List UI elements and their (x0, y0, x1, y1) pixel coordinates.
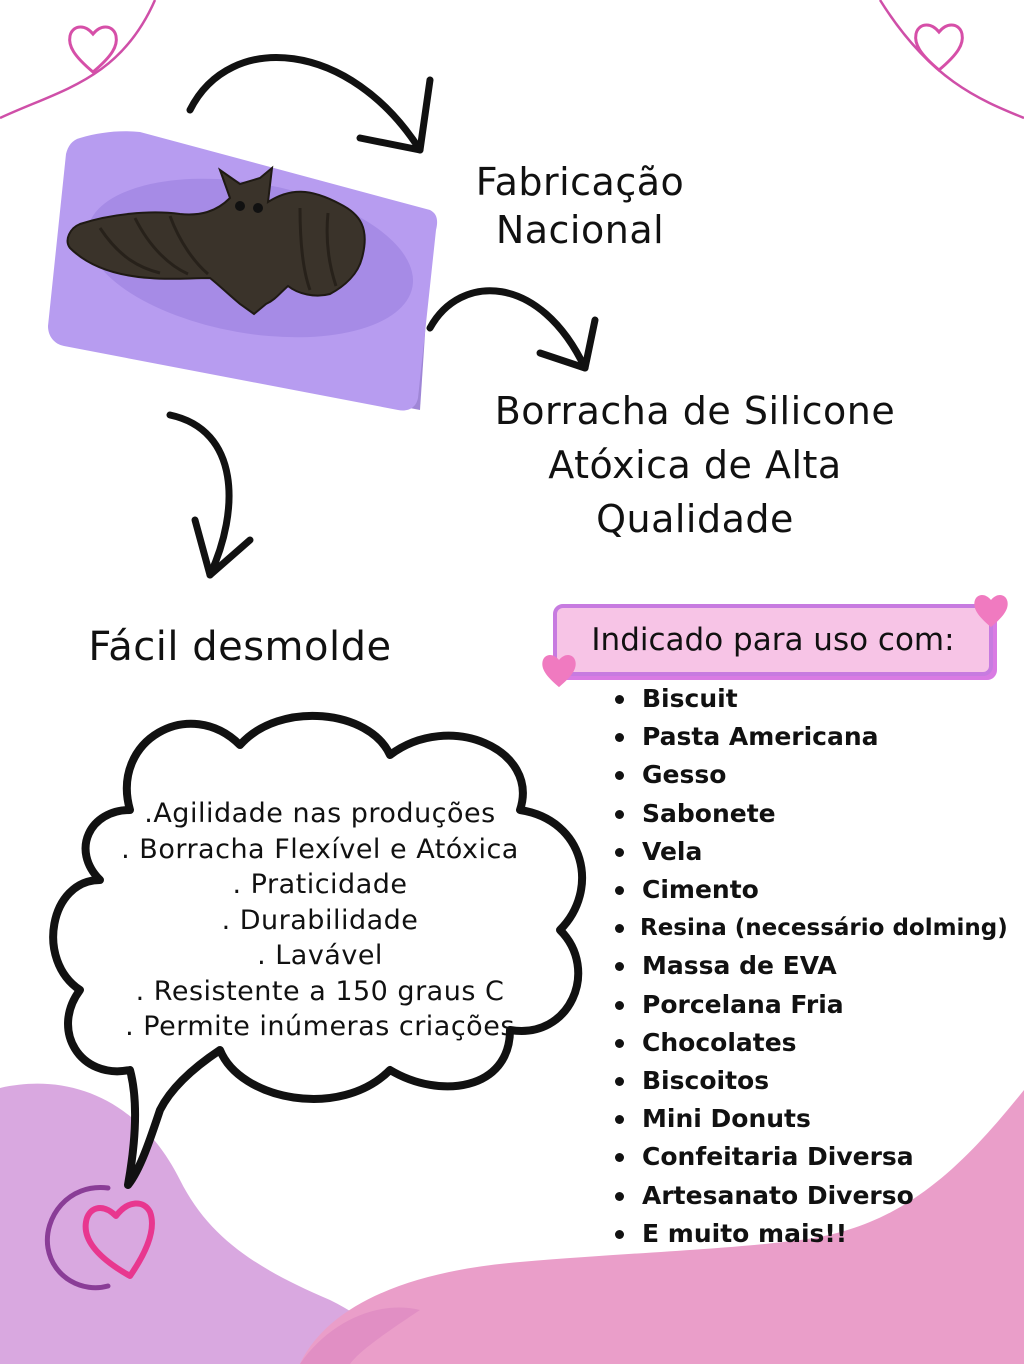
usage-item: Vela (612, 833, 1008, 871)
headline-line: Nacional (495, 208, 665, 252)
headline-line: Borracha de Silicone (494, 389, 896, 433)
usage-item: Gesso (612, 756, 1008, 794)
headline-line: Qualidade (596, 497, 794, 541)
usage-badge (553, 604, 993, 676)
heart-icon (970, 590, 1012, 630)
usage-item: Resina (necessário dolming) (612, 909, 1008, 947)
benefit-item: . Durabilidade (221, 904, 419, 936)
benefit-item: . Borracha Flexível e Atóxica (121, 833, 519, 865)
usage-item: Massa de EVA (612, 947, 1008, 985)
usage-item: Chocolates (612, 1024, 1008, 1062)
usage-badge-label: Indicado para uso com: (591, 622, 955, 658)
usage-item: Pasta Americana (612, 718, 1008, 756)
benefit-item: . Resistente a 150 graus C (135, 975, 505, 1007)
benefit-item: . Praticidade (232, 869, 408, 900)
usage-item: Confeitaria Diversa (612, 1138, 1008, 1176)
arrow-icon (150, 400, 270, 590)
usage-item: Mini Donuts (612, 1100, 1008, 1138)
usage-item: Biscuit (612, 680, 1008, 718)
usage-item: E muito mais!! (612, 1215, 1008, 1253)
headline-line: Atóxica de Alta (548, 443, 842, 487)
heart-icon (538, 650, 580, 690)
usage-item: Artesanato Diverso (612, 1177, 1008, 1215)
bat-eye (235, 201, 245, 211)
usage-item: Biscoitos (612, 1062, 1008, 1100)
headline-material (440, 384, 950, 546)
bat-mold-photo (40, 118, 440, 418)
headline-release: Fácil desmolde (88, 624, 392, 670)
benefit-item: .Agilidade nas produções (144, 798, 496, 829)
benefit-item: . Permite inúmeras criações (125, 1011, 515, 1042)
brand-logo-icon (38, 1178, 188, 1298)
bat-eye (253, 203, 263, 213)
arrow-icon (420, 278, 610, 388)
usage-item: Cimento (612, 871, 1008, 909)
heart-icon (64, 20, 122, 76)
headline-manufacture (440, 158, 720, 254)
usage-list (612, 680, 1008, 1253)
benefits-list (80, 796, 560, 1045)
usage-item: Porcelana Fria (612, 986, 1008, 1024)
benefit-item: . Lavável (257, 940, 383, 971)
heart-icon (910, 18, 968, 74)
usage-item: Sabonete (612, 795, 1008, 833)
headline-line: Fabricação (475, 160, 685, 204)
